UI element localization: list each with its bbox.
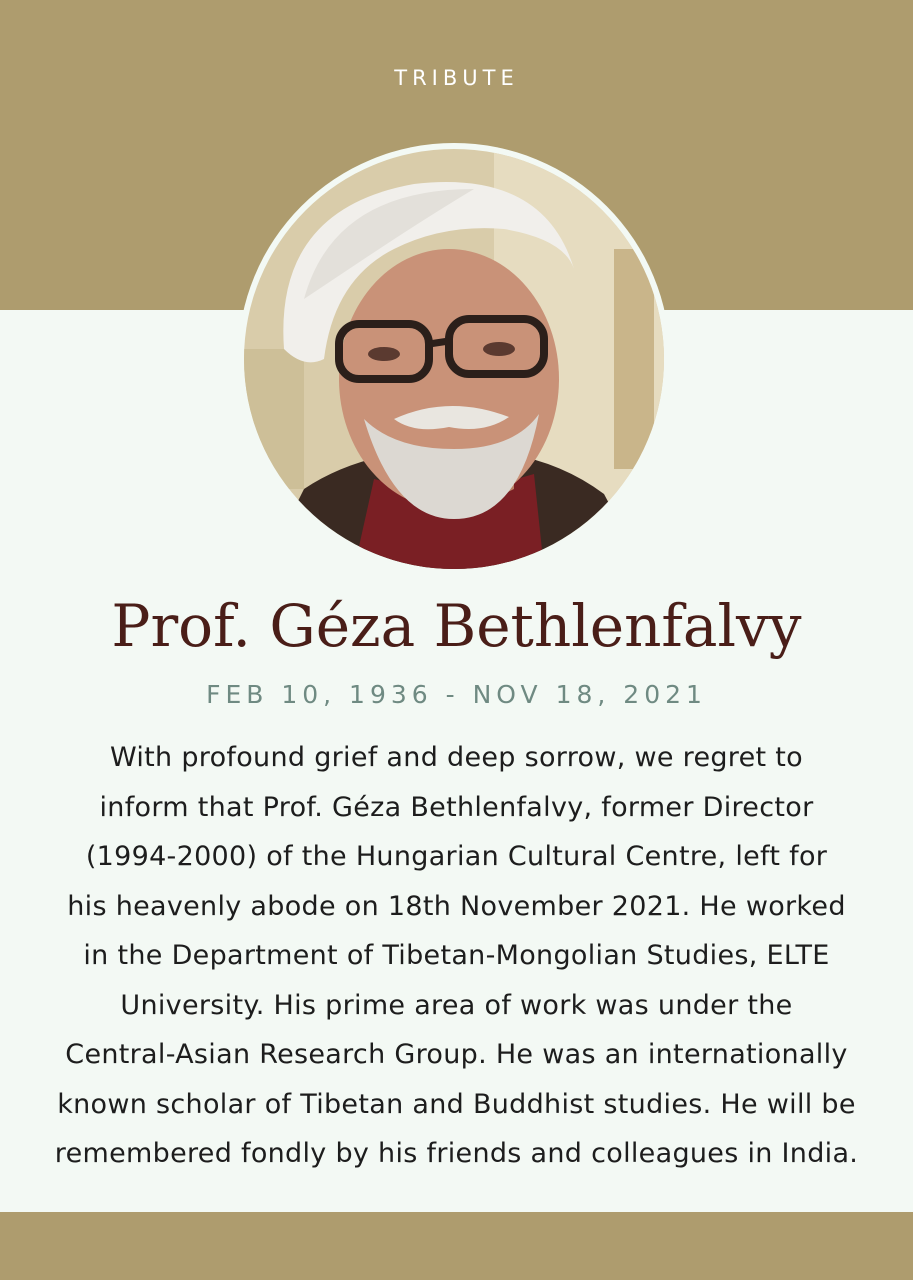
message-line: With profound grief and deep sorrow, we regret to — [109, 742, 804, 773]
footer-band — [0, 1212, 913, 1280]
portrait-photo — [244, 149, 664, 569]
life-dates: FEB 10, 1936 - NOV 18, 2021 — [206, 680, 707, 709]
person-name: Prof. Géza Bethlenfalvy — [111, 592, 802, 660]
message-line: in the Department of Tibetan-Mongolian Studies, ELTE — [83, 940, 830, 971]
message-line: inform that Prof. Géza Bethlenfalvy, former Director — [99, 791, 814, 823]
message-line: known scholar of Tibetan and Buddhist studies. He will be — [57, 1088, 856, 1120]
message-line: University. His prime area of work was under the — [120, 989, 793, 1021]
message-line: (1994-2000) of the Hungarian Cultural Centre, left for — [85, 841, 828, 872]
tribute-label: TRIBUTE — [394, 66, 519, 90]
tribute-message — [0, 733, 913, 1179]
message-line: remembered fondly by his friends and colleagues in India. — [54, 1138, 859, 1169]
message-line: his heavenly abode on 18th November 2021. He worked — [67, 890, 846, 922]
message-line: Central-Asian Research Group. He was an internationally — [65, 1039, 848, 1070]
